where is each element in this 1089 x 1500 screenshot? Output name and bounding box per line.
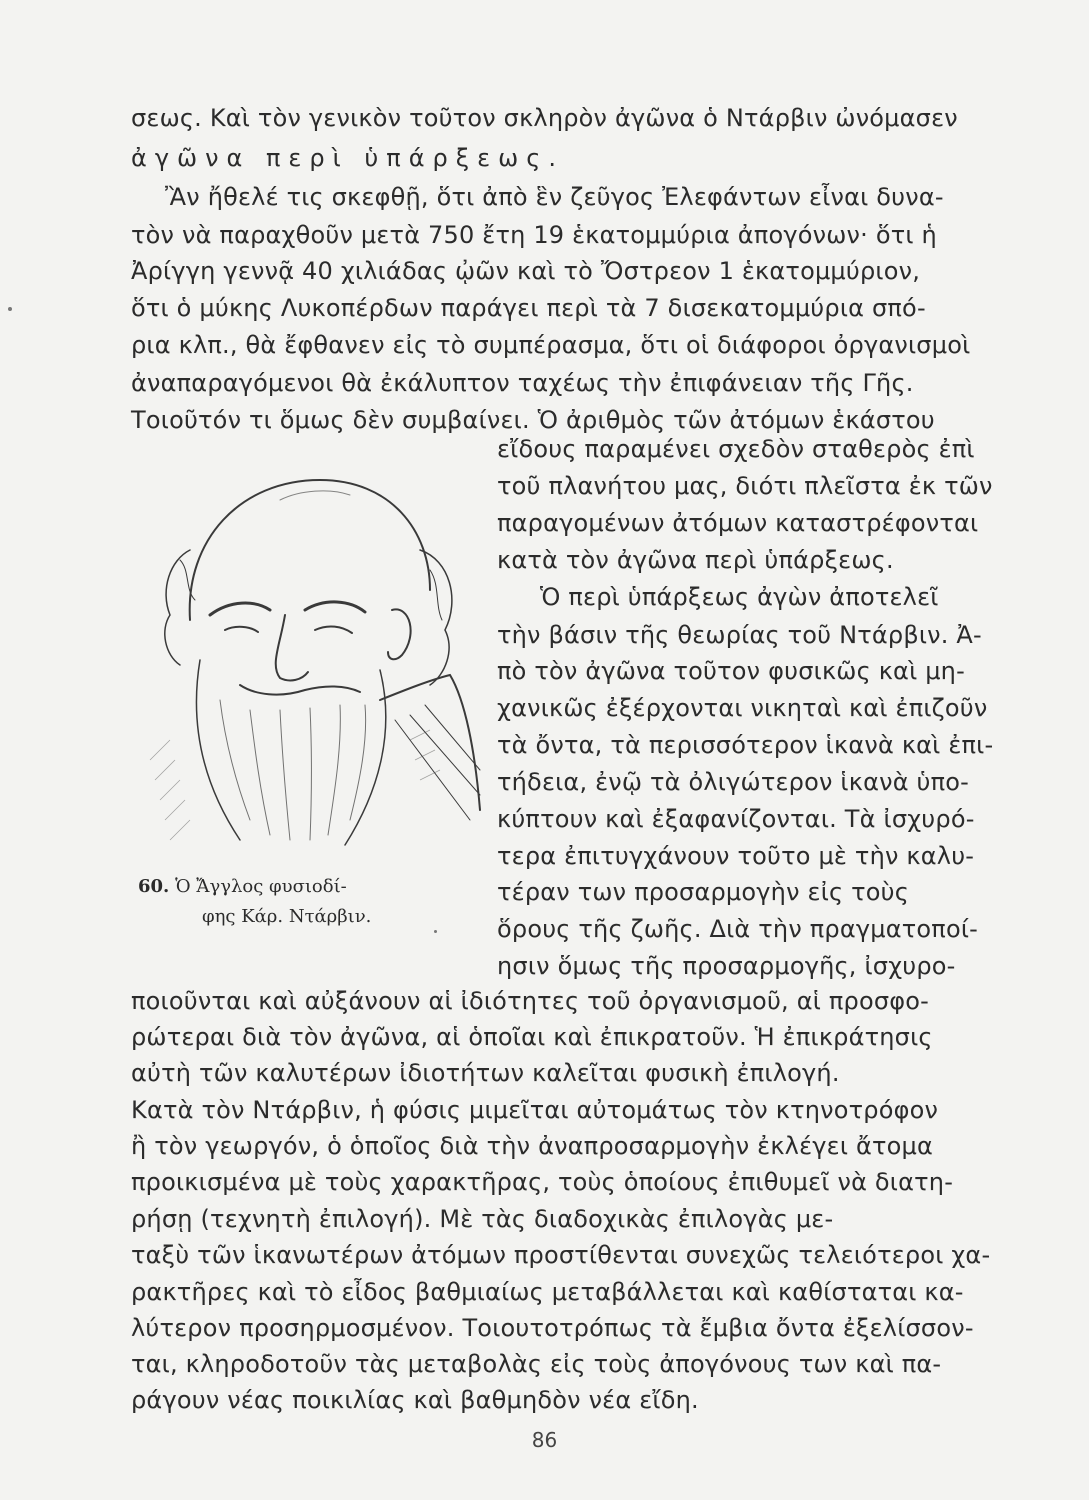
text-line-26: ρώτεραι διὰ τὸν ἀγῶνα, αἱ ὁποῖαι καὶ ἐπικρατοῦν. Ἡ ἐπικράτησις — [131, 1023, 933, 1051]
text-line-2: ἀγῶνα περὶ ὑπάρξεως. — [131, 144, 564, 172]
page-number: 86 — [531, 1428, 558, 1452]
print-speck — [434, 930, 437, 933]
print-speck — [8, 307, 12, 311]
text-line-19: τήδεια, ἐνῷ τὰ ὀλιγώτερον ἱκανὰ ὑπο- — [497, 768, 970, 796]
text-line-5: Ἀρίγγη γεννᾷ 40 χιλιάδας ᾠῶν καὶ τὸ Ὄστρεον 1 ἑκατομμύριον, — [131, 257, 921, 285]
text-line-24: ησιν ὅμως τῆς προσαρμογῆς, ἰσχυρο- — [497, 952, 956, 980]
text-line-35: ται, κληροδοτοῦν τὰς μεταβολὰς εἰς τοὺς ἀπογόνους των καὶ πα- — [131, 1350, 942, 1378]
text-line-18: τὰ ὄντα, τὰ περισσότερον ἱκανὰ καὶ ἐπι- — [497, 731, 994, 759]
figure-number: 60. — [138, 876, 170, 897]
text-line-34: λύτερον προσηρμοσμένον. Τοιουτοτρόπως τὰ ἔμβια ὄντα ἐξελίσσον- — [131, 1314, 974, 1342]
text-line-9: Τοιοῦτόν τι ὅμως δὲν συμβαίνει. Ὁ ἀριθμὸς τῶν ἀτόμων ἑκάστου — [131, 406, 935, 434]
text-line-1: σεως. Καὶ τὸν γενικὸν τοῦτον σκληρὸν ἀγῶνα ὁ Ντάρβιν ὠνόμασεν — [131, 104, 958, 132]
text-line-3: Ἂν ἤθελέ τις σκεφθῇ, ὅτι ἀπὸ ἓν ζεῦγος Ἐλεφάντων εἶναι δυνα- — [165, 183, 944, 211]
text-line-12: παραγομένων ἀτόμων καταστρέφονται — [497, 509, 979, 537]
text-line-10: εἴδους παραμένει σχεδὸν σταθερὸς ἐπὶ — [497, 435, 975, 463]
text-line-17: χανικῶς ἐξέρχονται νικηταὶ καὶ ἐπιζοῦν — [497, 694, 988, 722]
text-line-11: τοῦ πλανήτου μας, διότι πλεῖστα ἐκ τῶν — [497, 472, 993, 500]
figure-caption-line-1 — [138, 876, 347, 897]
text-line-28: Κατὰ τὸν Ντάρβιν, ἡ φύσις μιμεῖται αὐτομάτως τὸν κτηνοτρόφον — [131, 1096, 939, 1124]
text-line-27: αὐτὴ τῶν καλυτέρων ἰδιοτήτων καλεῖται φυσικὴ ἐπιλογή. — [131, 1059, 840, 1087]
text-line-14: Ὁ περὶ ὑπάρξεως ἀγὼν ἀποτελεῖ — [540, 583, 939, 611]
text-line-6: ὅτι ὁ μύκης Λυκοπέρδων παράγει περὶ τὰ 7 δισεκατομμύρια σπό- — [131, 294, 926, 322]
text-line-25: ποιοῦνται καὶ αὐξάνουν αἱ ἰδιότητες τοῦ ὀργανισμοῦ, αἱ προσφο- — [131, 987, 930, 1015]
text-line-16: πὸ τὸν ἀγῶνα τοῦτον φυσικῶς καὶ μη- — [497, 657, 965, 685]
text-line-21: τερα ἐπιτυγχάνουν τοῦτο μὲ τὴν καλυ- — [497, 842, 975, 870]
text-line-4: τὸν νὰ παραχθοῦν μετὰ 750 ἔτη 19 ἑκατομμύρια ἀπογόνων· ὅτι ἡ — [131, 221, 937, 249]
figure-caption-text-1: Ὁ Ἄγγλος φυσιοδί- — [175, 876, 347, 897]
text-line-20: κύπτουν καὶ ἐξαφανίζονται. Τὰ ἰσχυρό- — [497, 805, 975, 833]
text-line-23: ὅρους τῆς ζωῆς. Διὰ τὴν πραγματοποί- — [497, 915, 979, 943]
text-line-8: ἀναπαραγόμενοι θὰ ἐκάλυπτον ταχέως τὴν ἐπιφάνειαν τῆς Γῆς. — [131, 369, 914, 397]
figure-caption-line-2: φης Κάρ. Ντάρβιν. — [202, 906, 372, 927]
text-line-15: τὴν βάσιν τῆς θεωρίας τοῦ Ντάρβιν. Ἀ- — [497, 621, 982, 649]
text-line-32: ταξὺ τῶν ἱκανωτέρων ἀτόμων προστίθενται συνεχῶς τελειότεροι χα- — [131, 1241, 991, 1269]
darwin-portrait-illustration — [130, 440, 490, 860]
text-line-13: κατὰ τὸν ἀγῶνα περὶ ὑπάρξεως. — [497, 546, 894, 574]
text-line-22: τέραν των προσαρμογὴν εἰς τοὺς — [497, 878, 910, 906]
text-line-7: ρια κλπ., θὰ ἔφθανεν εἰς τὸ συμπέρασμα, ὅτι οἱ διάφοροι ὀργανισμοὶ — [131, 331, 971, 359]
text-line-30: προικισμένα μὲ τοὺς χαρακτῆρας, τοὺς ὁποίους ἐπιθυμεῖ νὰ διατη- — [131, 1168, 954, 1196]
text-line-31: ρήσῃ (τεχνητὴ ἐπιλογή). Μὲ τὰς διαδοχικὰς ἐπιλογὰς με- — [131, 1205, 834, 1233]
text-line-36: ράγουν νέας ποικιλίας καὶ βαθμηδὸν νέα εἴδη. — [131, 1386, 699, 1414]
text-line-33: ρακτῆρες καὶ τὸ εἶδος βαθμιαίως μεταβάλλεται καὶ καθίσταται κα- — [131, 1278, 964, 1306]
text-line-29: ἢ τὸν γεωργόν, ὁ ὁποῖος διὰ τὴν ἀναπροσαρμογὴν ἐκλέγει ἄτομα — [131, 1132, 934, 1160]
